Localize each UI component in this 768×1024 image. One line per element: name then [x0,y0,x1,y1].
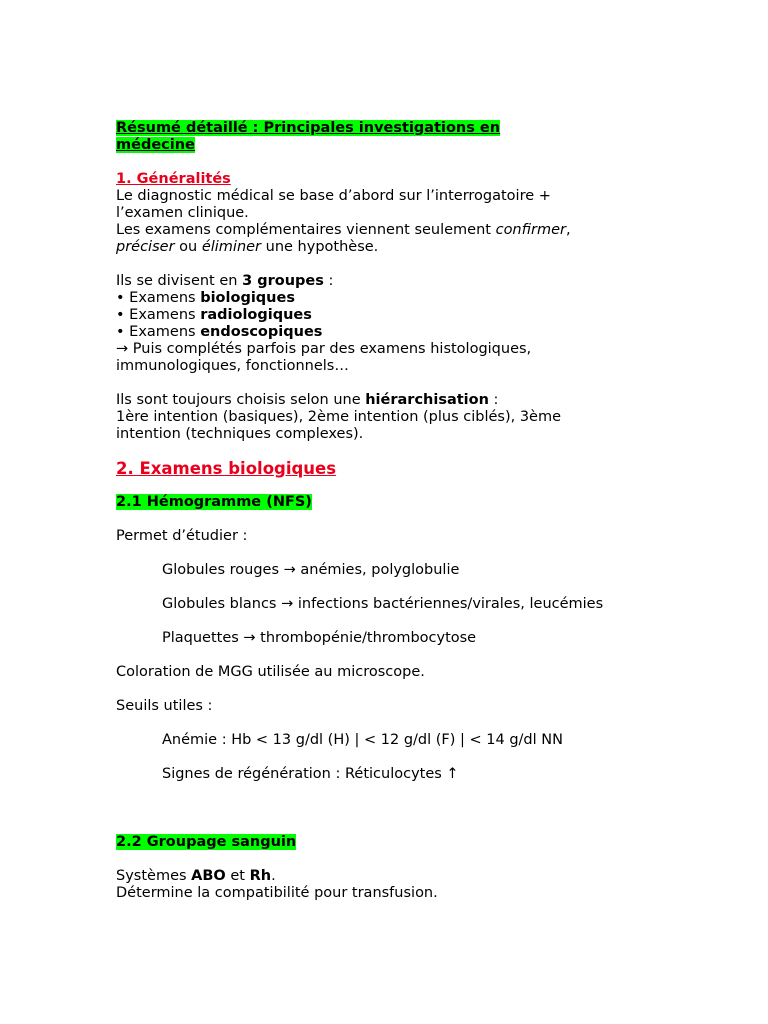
arrow-line1: → Puis complétés parfois par des examens histologiques, [116,341,532,357]
sys-period: . [271,868,276,884]
doc-title [116,120,636,154]
s1-p2-ou: ou [174,239,202,255]
arrow-line2: immunologiques, fonctionnels… [116,358,349,374]
item-globules-blancs: Globules blancs → infections bactériennes/virales, leucémies [162,596,604,612]
sys-abo: ABO [191,868,226,884]
section-1-heading: 1. Généralités [116,171,231,187]
item-globules-rouges: Globules rouges → anémies, polyglobulie [162,562,460,578]
s1-p2-eliminer: éliminer [201,239,262,255]
hier-text-a: Ils sont toujours choisis selon une [116,392,366,408]
bullet-radiologiques [116,307,636,324]
sys-et: et [225,868,250,884]
groups-text-a: Ils se divisent en [116,273,243,289]
bullet-prefix: • Examens [116,324,201,340]
anemie-threshold: Anémie : Hb < 13 g/dl (H) | < 12 g/dl (F) | < 14 g/dl NN [162,732,563,748]
sub2-text: 2.2 Groupage sanguin [116,834,297,850]
section-2-heading: 2. Examens biologiques [116,459,337,478]
title-line-1: Résumé détaillé : Principales investigations en [116,120,501,136]
subsection-2-2-heading [116,834,636,851]
s1-paragraph-2 [116,222,636,256]
sub1-text: 2.1 Hémogramme (NFS) [116,494,312,510]
item-plaquettes: Plaquettes → thrombopénie/thrombocytose [162,630,477,646]
permet-text: Permet d’étudier : [116,528,248,544]
s1-p2-text-a: Les examens complémentaires viennent seulement [116,222,496,238]
s1-groups-intro [116,273,636,290]
title-line-2: médecine [116,137,195,153]
bullet-bold: biologiques [200,290,295,306]
mgg-text: Coloration de MGG utilisée au microscope. [116,664,425,680]
s1-paragraph-1 [116,188,636,222]
bullet-biologiques [116,290,636,307]
bullet-prefix: • Examens [116,307,201,323]
determine-text: Détermine la compatibilité pour transfusion. [116,885,438,901]
regeneration-signs: Signes de régénération : Réticulocytes ↑ [162,766,459,782]
s1-arrow-note [116,341,636,375]
sys-rh: Rh [249,868,272,884]
hier-line3: intention (techniques complexes). [116,426,364,442]
groups-count: 3 groupes [242,273,324,289]
seuils-text: Seuils utiles : [116,698,213,714]
hier-line2: 1ère intention (basiques), 2ème intention (plus ciblés), 3ème [116,409,562,425]
systemes-text [116,868,636,885]
s1-p1-line2: l’examen clinique. [116,205,249,221]
bullet-bold: endoscopiques [200,324,323,340]
hier-colon: : [488,392,499,408]
s1-p2-preciser: préciser [116,239,175,255]
sys-text-a: Systèmes [116,868,192,884]
s1-hierarchisation [116,392,636,443]
s1-p2-confirmer: confirmer [495,222,566,238]
subsection-2-1-heading [116,494,636,511]
groups-colon: : [323,273,334,289]
s1-p2-comma: , [565,222,571,238]
document-body [116,120,636,902]
hier-bold: hiérarchisation [365,392,489,408]
s1-p2-text-d: une hypothèse. [261,239,379,255]
bullet-prefix: • Examens [116,290,201,306]
bullet-endoscopiques [116,324,636,341]
bullet-bold: radiologiques [200,307,312,323]
s1-p1-line1: Le diagnostic médical se base d’abord sur l’interrogatoire + [116,188,551,204]
